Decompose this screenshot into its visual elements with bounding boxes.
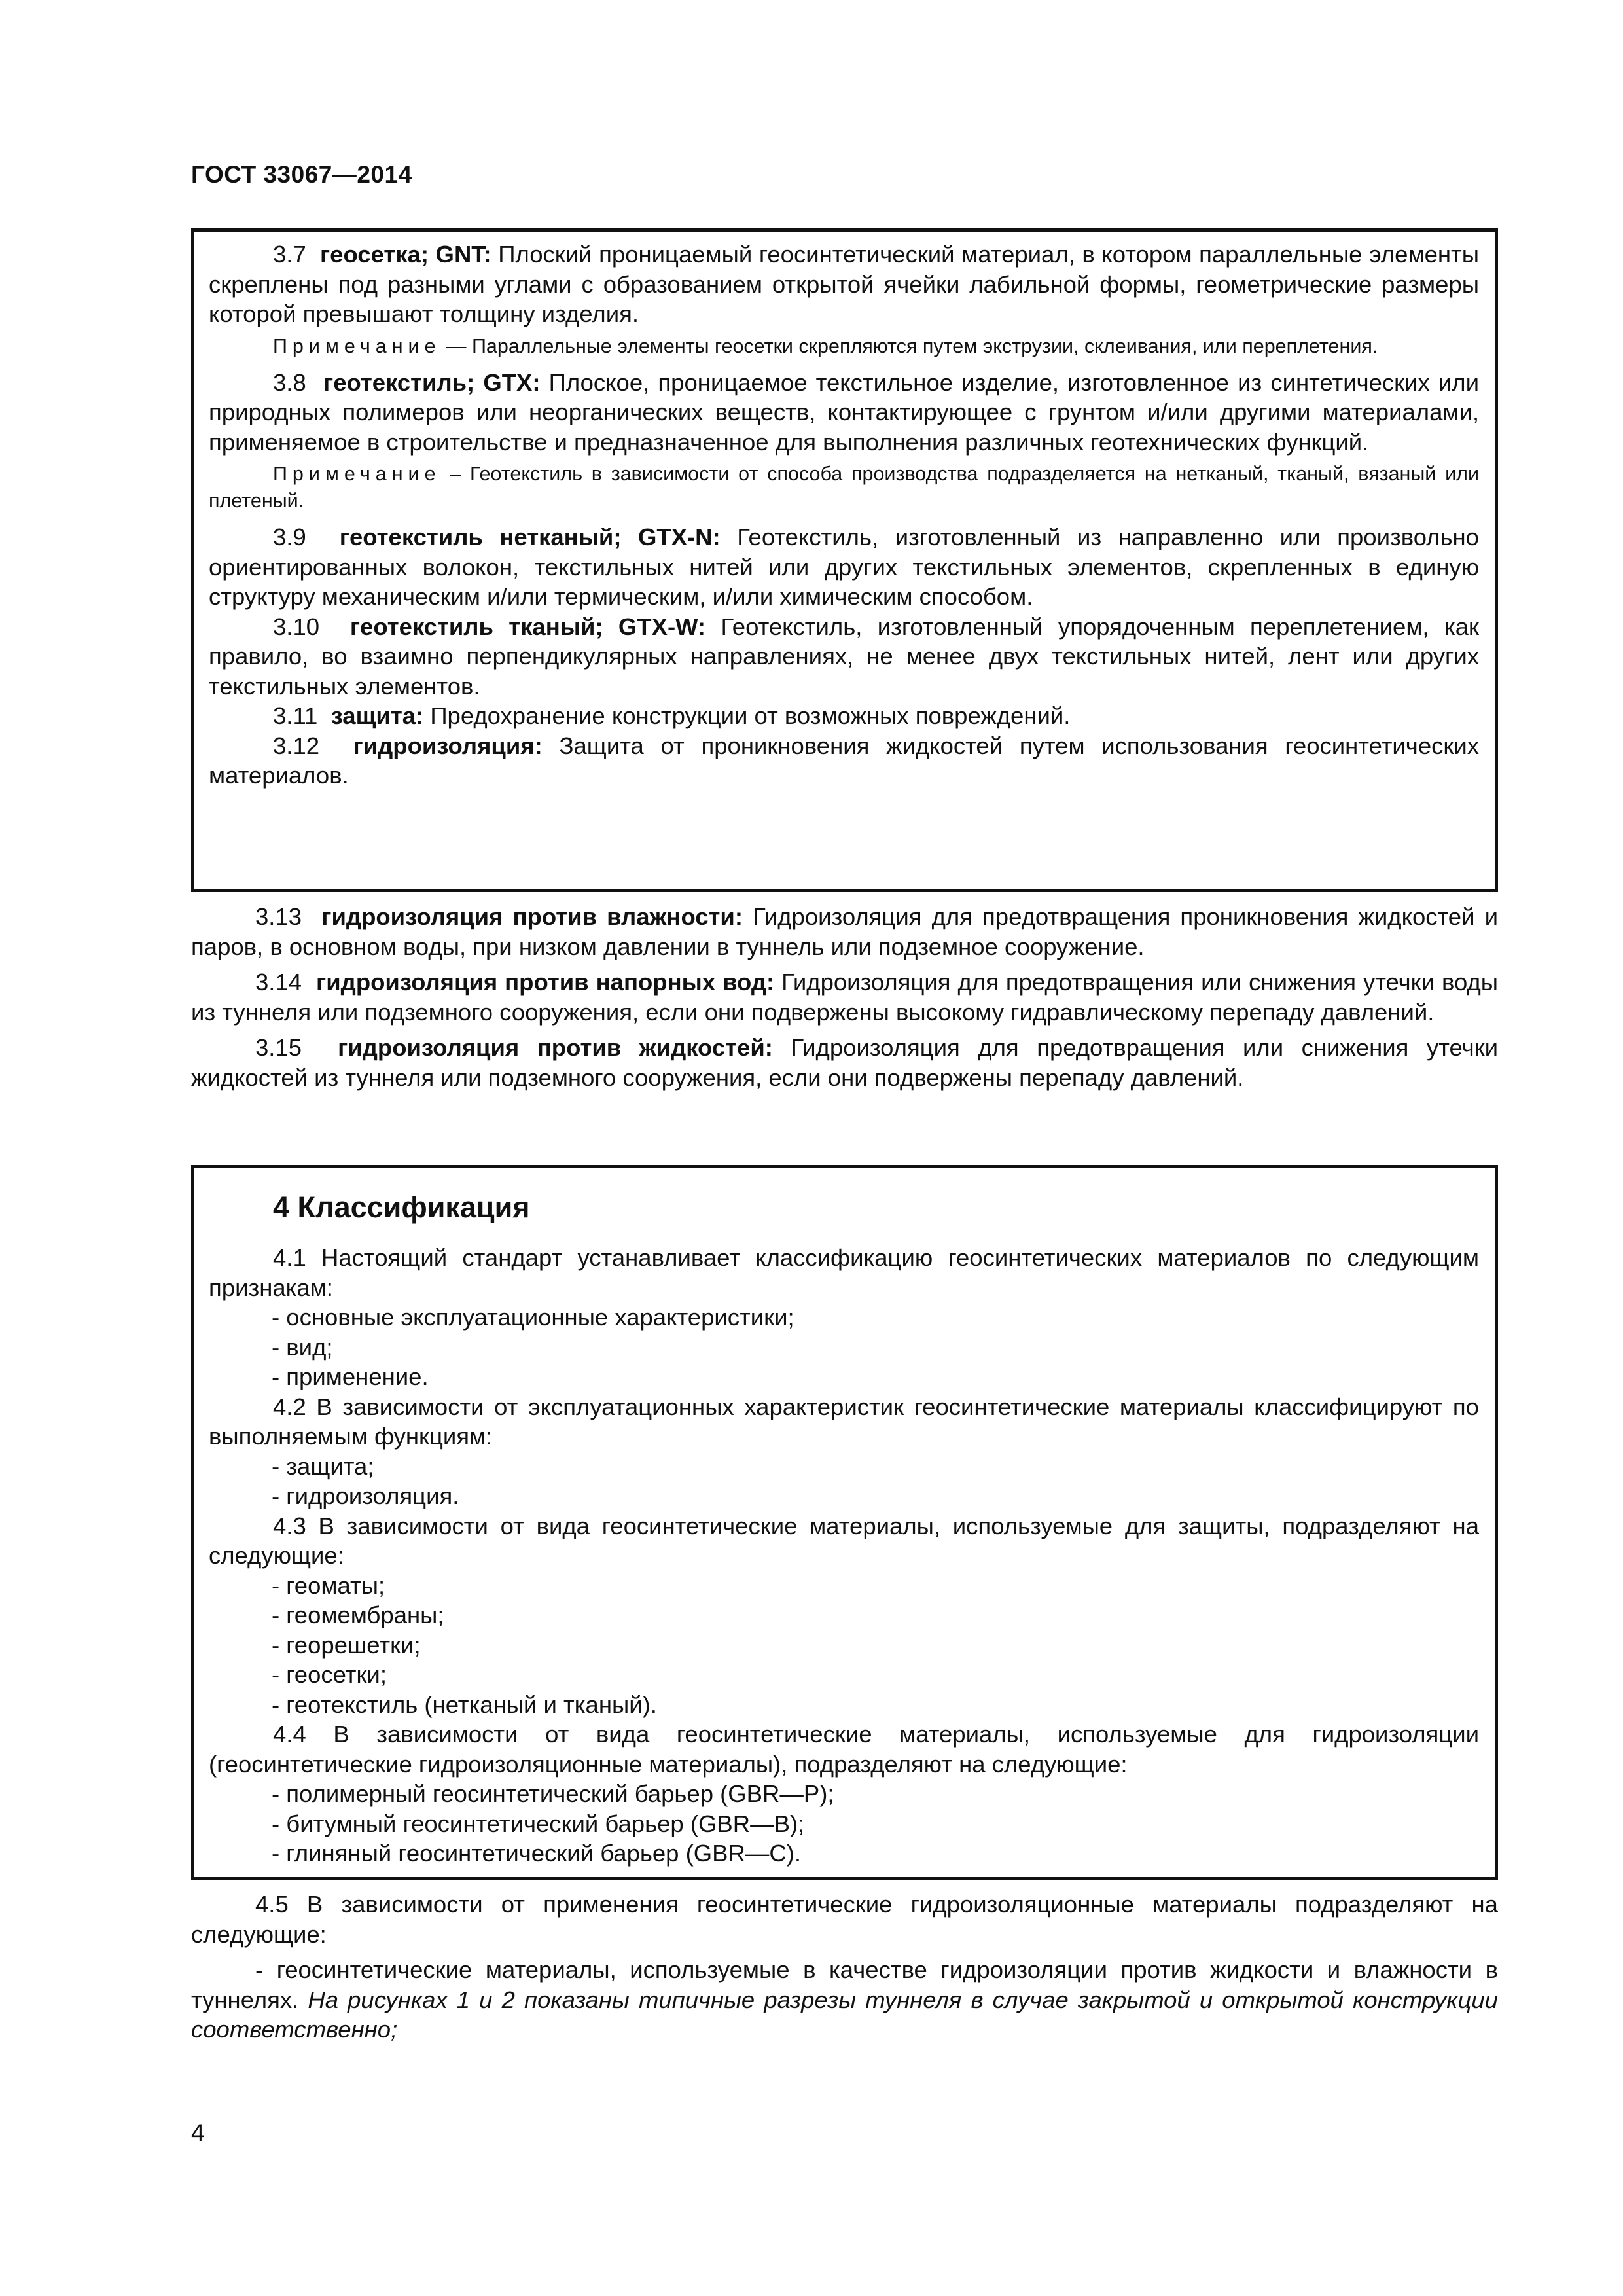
- term-3-14: 3.14 гидроизоляция против напорных вод: Гидроизоляция для предотвращения или снижения утечки воды из туннеля или подземного сооружения, если они подвержены высокому гидравлическому перепаду давлений.: [191, 969, 1498, 1026]
- list-item: - георешетки;: [272, 1631, 421, 1659]
- term-3-12: 3.12 гидроизоляция: Защита от проникновения жидкостей путем использования геосинтетических материалов.: [209, 732, 1479, 789]
- list-item: - вид;: [272, 1333, 333, 1361]
- section-title: 4 Классификация: [273, 1191, 530, 1224]
- page-number: 4: [191, 2119, 205, 2146]
- clause-4-5-block: [191, 1890, 1498, 2045]
- clause-4-5: 4.5 В зависимости от применения геосинтетические гидроизоляционные материалы подразделяют на следующие:: [191, 1891, 1498, 1948]
- list-item: - геомембраны;: [272, 1602, 444, 1628]
- list-item: - геотекстиль (нетканый и тканый).: [272, 1691, 657, 1718]
- term-3-13: 3.13 гидроизоляция против влажности: Гидроизоляция для предотвращения проникновения жидкостей и паров, в основном воды, при низком давлении в туннель или подземное сооружение.: [191, 903, 1498, 960]
- list-item: - защита;: [272, 1452, 374, 1480]
- list-item: - гидроизоляция.: [272, 1482, 459, 1509]
- term-3-8: 3.8 геотекстиль; GTX: Плоское, проницаемое текстильное изделие, изготовленное из синтетических или природных полимеров или неорганических веществ, контактирующее с грунтом и/или другими материалами, применяемое в строительстве и предназначенное для выполнения различных геотехнических функций.: [209, 368, 1479, 456]
- clause-4-2: 4.2 В зависимости от эксплуатационных характеристик геосинтетические материалы классифицируют по выполняемым функциям:: [209, 1393, 1479, 1450]
- clause-4-4: 4.4 В зависимости от вида геосинтетические материалы, используемые для гидроизоляции (геосинтетические гидроизоляционные материалы), подразделяют на следующие:: [209, 1721, 1479, 1778]
- document-header: ГОСТ 33067—2014: [191, 161, 412, 188]
- list-item: - битумный геосинтетический барьер (GBR—B);: [272, 1810, 805, 1837]
- term-3-10: 3.10 геотекстиль тканый; GTX-W: Геотекстиль, изготовленный упорядоченным переплетением, как правило, во взаимно перпендикулярных направлениях, не менее двух текстильных нитей, лент или других текстильных элементов.: [209, 613, 1479, 700]
- term-3-15: 3.15 гидроизоляция против жидкостей: Гидроизоляция для предотвращения или снижения утечки жидкостей из туннеля или подземного сооружения, если они подвержены перепаду давлений.: [191, 1034, 1498, 1091]
- list-item: - полимерный геосинтетический барьер (GBR—P);: [272, 1780, 834, 1807]
- list-item: - геосетки;: [272, 1661, 387, 1688]
- list-item: - применение.: [272, 1363, 429, 1390]
- list-item: - глиняный геосинтетический барьер (GBR—C).: [272, 1840, 802, 1867]
- terms-3-13-to-3-15: [191, 902, 1498, 1092]
- changed-terms-box: [191, 228, 1498, 892]
- list-item: - основные эксплуатационные характеристики;: [272, 1304, 794, 1331]
- clause-4-3: 4.3 В зависимости от вида геосинтетические материалы, используемые для защиты, подразделяют на следующие:: [209, 1512, 1479, 1569]
- term-3-7: 3.7 геосетка; GNT: Плоский проницаемый геосинтетический материал, в котором параллельные элементы скреплены под разными углами с образованием открытой ячейки лабильной формы, геометрические размеры которой превышают толщину изделия.: [209, 241, 1479, 327]
- classification-box: [191, 1165, 1498, 1880]
- note-3-8: Примечание – Геотекстиль в зависимости от способа производства подразделяется на нетканый, тканый, вязаный или плетеный.: [209, 463, 1479, 512]
- note-3-7: Примечание — Параллельные элементы геосетки скрепляются путем экструзии, склеивания, или переплетения.: [273, 334, 1378, 357]
- clause-4-5-item: - геосинтетические материалы, используемые в качестве гидроизоляции против жидкости и влажности в туннелях. На рисунках 1 и 2 показаны типичные разрезы туннеля в случае закрытой и открытой конструкции соответственно;: [191, 1956, 1498, 2043]
- list-item: - геоматы;: [272, 1571, 385, 1599]
- clause-4-1: 4.1 Настоящий стандарт устанавливает классификацию геосинтетических материалов по следующим признакам:: [209, 1244, 1479, 1301]
- term-3-9: 3.9 геотекстиль нетканый; GTX-N: Геотекстиль, изготовленный из направленно или произвольно ориентированных волокон, текстильных нитей или других текстильных элементов, скрепленных в единую структуру механическим и/или термическим, и/или химическим способом.: [209, 524, 1479, 610]
- term-3-11: 3.11 защита: Предохранение конструкции от возможных повреждений.: [273, 702, 1071, 729]
